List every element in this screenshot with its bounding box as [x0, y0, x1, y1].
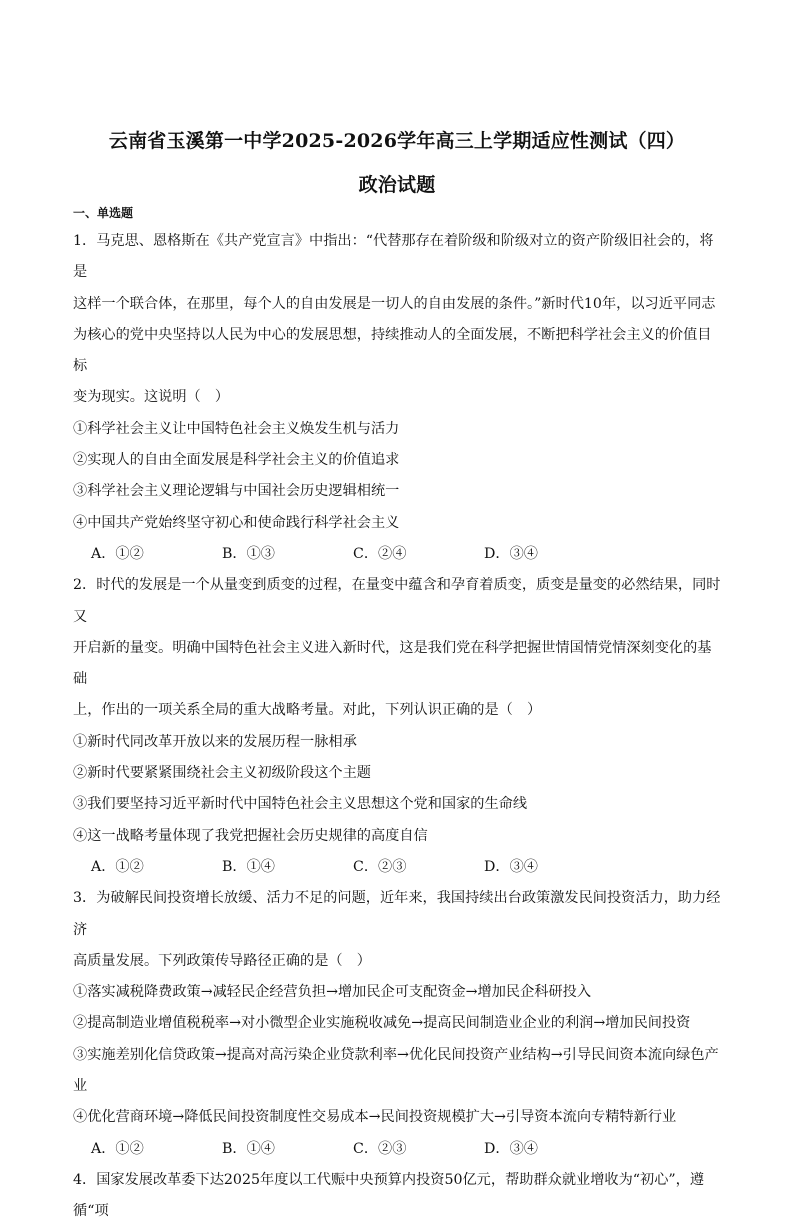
option-b: B．①④	[222, 1140, 275, 1157]
option-a: A．①②	[91, 545, 144, 562]
statement: ③实施差别化信贷政策→提高对高污染企业贷款利率→优化民间投资产业结构→引导民间资本流向绿色产	[73, 1046, 719, 1063]
statement: ①落实减税降费政策→减轻民企经营负担→增加民企可支配资金→增加民企科研投入	[73, 984, 592, 1001]
option-d: D．③④	[484, 545, 538, 562]
statement: ①科学社会主义让中国特色社会主义焕发生机与活力	[73, 420, 400, 437]
question-stem-line: 这样一个联合体，在那里，每个人的自由发展是一切人的自由发展的条件。”新时代10年，以习近平同志	[73, 295, 716, 312]
exam-subtitle: 政治试题	[358, 174, 436, 196]
statement: 业	[73, 1078, 88, 1095]
exam-title: 云南省玉溪第一中学2025-2026学年高三上学期适应性测试（四）	[108, 130, 686, 152]
answer-options	[73, 539, 723, 570]
option-a: A．①②	[91, 858, 144, 875]
question-stem-line: 高质量发展。下列政策传导路径正确的是（ ）	[73, 952, 371, 969]
option-c: C．②③	[353, 858, 407, 875]
section-heading: 一、单选题	[73, 206, 134, 220]
option-c: C．②③	[353, 1140, 407, 1157]
question-stem-line: 为核心的党中央坚持以人民为中心的发展思想，持续推动人的全面发展，不断把科学社会主义的价值目标	[73, 326, 712, 375]
statement: ③我们要坚持习近平新时代中国特色社会主义思想这个党和国家的生命线	[73, 796, 528, 813]
option-d: D．③④	[484, 1140, 538, 1157]
question-stem-line: 变为现实。这说明（ ）	[73, 389, 230, 406]
statement: ④中国共产党始终坚守初心和使命践行科学社会主义	[73, 514, 400, 531]
option-c: C．②④	[353, 545, 407, 562]
question-stem-line: 1．马克思、恩格斯在《共产党宣言》中指出：“代替那存在着阶级和阶级对立的资产阶级旧社会的，将是	[73, 233, 714, 281]
question-stem-line: 2．时代的发展是一个从量变到质变的过程，在量变中蕴含和孕育着质变，质变是量变的必然结果，同时又	[73, 577, 721, 625]
statement: ②提高制造业增值税税率→对小微型企业实施税收减免→提高民间制造业企业的利润→增加民间投资	[73, 1015, 691, 1032]
answer-options	[73, 1134, 723, 1165]
option-b: B．①④	[222, 858, 275, 875]
question-stem-line: 3．为破解民间投资增长放缓、活力不足的问题，近年来，我国持续出台政策激发民间投资活力，助力经济	[73, 890, 721, 938]
question-2	[73, 570, 723, 883]
option-b: B．①③	[222, 545, 275, 562]
option-a: A．①②	[91, 1140, 144, 1157]
statement: ④优化营商环境→降低民间投资制度性交易成本→民间投资规模扩大→引导资本流向专精特新行业	[73, 1109, 677, 1126]
option-d: D．③④	[484, 858, 538, 875]
statement: ③科学社会主义理论逻辑与中国社会历史逻辑相统一	[73, 483, 400, 500]
question-1	[73, 226, 723, 570]
statement: ①新时代同改革开放以来的发展历程一脉相承	[73, 733, 357, 750]
questions-body	[73, 226, 723, 1228]
question-stem-line: 4．国家发展改革委下达2025年度以工代赈中央预算内投资50亿元，帮助群众就业增收为“初心”，遵循“项	[73, 1171, 705, 1220]
statement: ②新时代要紧紧围绕社会主义初级阶段这个主题	[73, 765, 371, 782]
question-4	[73, 1165, 723, 1228]
statement: ④这一战略考量体现了我党把握社会历史规律的高度自信	[73, 827, 428, 844]
statement: ②实现人的自由全面发展是科学社会主义的价值追求	[73, 452, 400, 469]
question-stem-line: 上，作出的一项关系全局的重大战略考量。对此，下列认识正确的是（ ）	[73, 702, 542, 719]
answer-options	[73, 852, 723, 883]
question-stem-line: 开启新的量变。明确中国特色社会主义进入新时代，这是我们党在科学把握世情国情党情深刻变化的基础	[73, 639, 712, 688]
